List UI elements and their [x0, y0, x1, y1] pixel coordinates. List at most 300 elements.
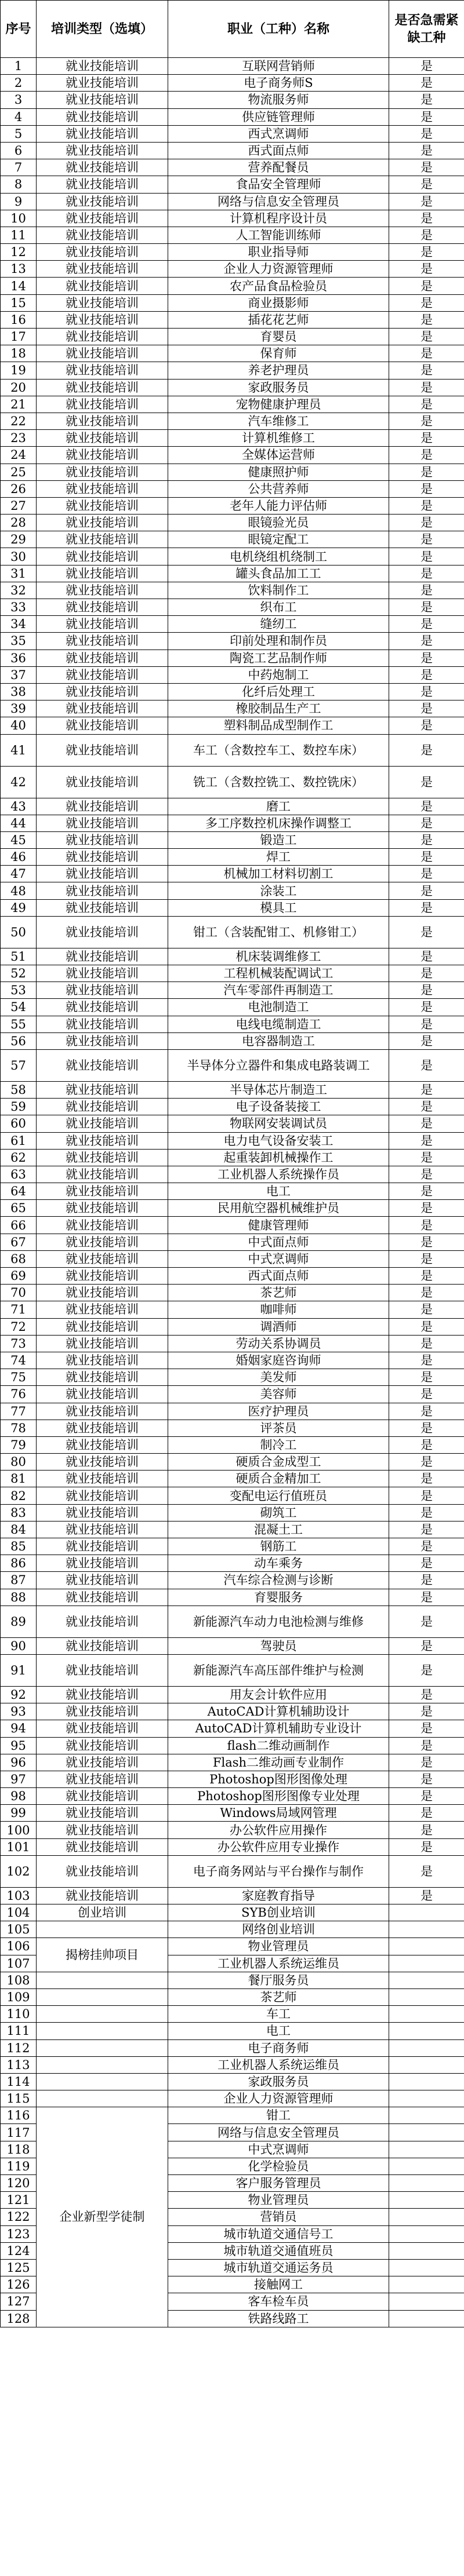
cell-occupation: 网络与信息安全管理员	[168, 2124, 389, 2141]
cell-urgent: 是	[389, 916, 464, 948]
cell-index: 39	[1, 700, 37, 717]
table-row	[1, 1234, 464, 1250]
cell-occupation: 工业机器人系统运维员	[168, 1955, 389, 1972]
cell-index: 99	[1, 1805, 37, 1822]
cell-urgent: 是	[389, 899, 464, 916]
cell-training-type: 就业技能培训	[37, 413, 168, 429]
cell-occupation: 城市轨道交通信号工	[168, 2225, 389, 2242]
cell-occupation: 电线电缆制造工	[168, 1016, 389, 1032]
cell-urgent	[389, 1972, 464, 1988]
cell-index: 100	[1, 1822, 37, 1838]
cell-index: 19	[1, 362, 37, 379]
cell-occupation: 化纤后处理工	[168, 683, 389, 700]
table-row	[1, 1049, 464, 1081]
cell-occupation: 咖啡师	[168, 1301, 389, 1318]
cell-urgent	[389, 2056, 464, 2073]
cell-occupation: 织布工	[168, 599, 389, 616]
cell-occupation: 新能源汽车动力电池检测与维修	[168, 1606, 389, 1637]
table-row	[1, 616, 464, 633]
cell-occupation: 混凝土工	[168, 1521, 389, 1538]
cell-occupation: 营销员	[168, 2209, 389, 2225]
table-row	[1, 244, 464, 261]
cell-urgent: 是	[389, 1538, 464, 1555]
cell-urgent: 是	[389, 58, 464, 75]
table-row	[1, 866, 464, 882]
cell-index: 70	[1, 1285, 37, 1301]
cell-index: 49	[1, 899, 37, 916]
table-row	[1, 1200, 464, 1217]
cell-urgent: 是	[389, 1637, 464, 1654]
cell-training-type: 就业技能培训	[37, 1838, 168, 1855]
cell-urgent	[389, 2175, 464, 2192]
cell-urgent: 是	[389, 329, 464, 345]
table-row	[1, 582, 464, 599]
table-row	[1, 329, 464, 345]
cell-occupation: 电池制造工	[168, 999, 389, 1016]
cell-index: 62	[1, 1149, 37, 1166]
header-urgent: 是否急需紧缺工种	[389, 1, 464, 58]
cell-index: 94	[1, 1720, 37, 1737]
cell-index: 53	[1, 982, 37, 999]
cell-training-type: 就业技能培训	[37, 1703, 168, 1720]
cell-index: 67	[1, 1234, 37, 1250]
cell-occupation: 职业指导师	[168, 244, 389, 261]
cell-training-type: 就业技能培训	[37, 176, 168, 193]
cell-occupation: 钳工	[168, 2107, 389, 2124]
cell-urgent	[389, 2107, 464, 2124]
cell-training-type: 就业技能培训	[37, 1335, 168, 1352]
cell-urgent: 是	[389, 176, 464, 193]
cell-urgent: 是	[389, 1234, 464, 1250]
table-row	[1, 1217, 464, 1234]
cell-index: 122	[1, 2209, 37, 2225]
cell-occupation: 家庭教育指导	[168, 1887, 389, 1904]
cell-index: 90	[1, 1637, 37, 1654]
cell-index: 27	[1, 497, 37, 514]
cell-occupation: 网络与信息安全管理员	[168, 193, 389, 210]
cell-occupation: 钳工（含装配钳工、机修钳工）	[168, 916, 389, 948]
cell-index: 120	[1, 2175, 37, 2192]
cell-occupation: 家政服务员	[168, 379, 389, 396]
cell-index: 63	[1, 1166, 37, 1183]
cell-index: 110	[1, 2006, 37, 2023]
cell-index: 33	[1, 599, 37, 616]
cell-urgent: 是	[389, 1132, 464, 1149]
cell-occupation: AutoCAD计算机辅助设计	[168, 1703, 389, 1720]
cell-occupation: Photoshop图形图像专业处理	[168, 1788, 389, 1805]
cell-training-type: 就业技能培训	[37, 1149, 168, 1166]
cell-training-type: 就业技能培训	[37, 1369, 168, 1386]
cell-occupation: 磨工	[168, 798, 389, 815]
cell-occupation: 驾驶员	[168, 1637, 389, 1654]
cell-index: 57	[1, 1049, 37, 1081]
cell-occupation: 缝纫工	[168, 616, 389, 633]
cell-index: 46	[1, 849, 37, 866]
cell-index: 17	[1, 329, 37, 345]
cell-occupation: 企业人力资源管理师	[168, 261, 389, 278]
cell-training-type: 揭榜挂帅项目	[37, 1938, 168, 1972]
cell-occupation: 汽车零部件再制造工	[168, 982, 389, 999]
cell-training-type: 就业技能培训	[37, 831, 168, 848]
cell-urgent	[389, 2310, 464, 2327]
table-row	[1, 1099, 464, 1115]
table-row	[1, 899, 464, 916]
cell-urgent	[389, 1938, 464, 1955]
cell-index: 13	[1, 261, 37, 278]
cell-training-type: 就业技能培训	[37, 58, 168, 75]
cell-index: 93	[1, 1703, 37, 1720]
cell-urgent: 是	[389, 244, 464, 261]
cell-occupation: 供应链管理师	[168, 108, 389, 125]
table-row	[1, 1352, 464, 1369]
cell-urgent: 是	[389, 1081, 464, 1098]
cell-urgent: 是	[389, 1572, 464, 1589]
cell-training-type: 就业技能培训	[37, 464, 168, 480]
cell-index: 102	[1, 1855, 37, 1887]
cell-training-type: 就业技能培训	[37, 362, 168, 379]
cell-occupation: 城市轨道交通值班员	[168, 2242, 389, 2259]
cell-urgent: 是	[389, 1754, 464, 1771]
cell-training-type: 就业技能培训	[37, 1637, 168, 1654]
cell-occupation: 眼镜定配工	[168, 531, 389, 548]
table-row	[1, 2006, 464, 2023]
table-row	[1, 1805, 464, 1822]
cell-training-type: 就业技能培训	[37, 261, 168, 278]
cell-index: 7	[1, 159, 37, 176]
table-row	[1, 1988, 464, 2005]
cell-urgent: 是	[389, 1805, 464, 1822]
cell-urgent: 是	[389, 766, 464, 798]
cell-urgent: 是	[389, 1822, 464, 1838]
table-row	[1, 396, 464, 413]
cell-occupation: 插花花艺师	[168, 311, 389, 328]
cell-index: 96	[1, 1754, 37, 1771]
cell-training-type: 就业技能培训	[37, 616, 168, 633]
cell-occupation: 客户服务管理员	[168, 2175, 389, 2192]
table-row	[1, 982, 464, 999]
cell-urgent: 是	[389, 531, 464, 548]
table-row	[1, 210, 464, 227]
cell-training-type: 就业技能培训	[37, 1654, 168, 1686]
cell-occupation: 家政服务员	[168, 2073, 389, 2090]
cell-urgent: 是	[389, 1183, 464, 1200]
cell-occupation: 塑料制品成型制作工	[168, 717, 389, 734]
cell-urgent: 是	[389, 1285, 464, 1301]
cell-occupation: 硬质合金精加工	[168, 1471, 389, 1487]
cell-urgent: 是	[389, 1049, 464, 1081]
cell-occupation: 工业机器人系统操作员	[168, 1166, 389, 1183]
cell-occupation: 陶瓷工艺品制作师	[168, 650, 389, 666]
table-row	[1, 999, 464, 1016]
cell-index: 81	[1, 1471, 37, 1487]
cell-occupation: 眼镜验光员	[168, 515, 389, 531]
cell-training-type: 就业技能培训	[37, 1471, 168, 1487]
cell-index: 112	[1, 2039, 37, 2056]
cell-index: 84	[1, 1521, 37, 1538]
table-row	[1, 2073, 464, 2090]
cell-training-type: 就业技能培训	[37, 1099, 168, 1115]
cell-training-type: 就业技能培训	[37, 1771, 168, 1787]
cell-training-type: 就业技能培训	[37, 666, 168, 683]
cell-urgent: 是	[389, 1720, 464, 1737]
cell-urgent: 是	[389, 1555, 464, 1572]
cell-occupation: 化学检验员	[168, 2158, 389, 2174]
cell-occupation: 半导体分立器件和集成电路装调工	[168, 1049, 389, 1081]
cell-training-type: 就业技能培训	[37, 1436, 168, 1453]
cell-index: 123	[1, 2225, 37, 2242]
cell-training-type: 就业技能培训	[37, 1301, 168, 1318]
cell-occupation: 老年人能力评估师	[168, 497, 389, 514]
cell-urgent: 是	[389, 1318, 464, 1335]
table-row	[1, 311, 464, 328]
cell-occupation: 餐厅服务员	[168, 1972, 389, 1988]
cell-index: 83	[1, 1504, 37, 1521]
cell-occupation: 多工序数控机床操作调整工	[168, 815, 389, 831]
cell-training-type: 就业技能培训	[37, 1720, 168, 1737]
table-row	[1, 948, 464, 965]
cell-training-type: 就业技能培训	[37, 965, 168, 982]
cell-training-type: 就业技能培训	[37, 1855, 168, 1887]
table-row	[1, 1538, 464, 1555]
cell-urgent: 是	[389, 413, 464, 429]
cell-urgent: 是	[389, 1737, 464, 1754]
cell-index: 22	[1, 413, 37, 429]
cell-index: 50	[1, 916, 37, 948]
cell-occupation: 半导体芯片制造工	[168, 1081, 389, 1098]
cell-urgent	[389, 2209, 464, 2225]
cell-index: 61	[1, 1132, 37, 1149]
cell-training-type: 就业技能培训	[37, 1234, 168, 1250]
cell-training-type: 就业技能培训	[37, 1420, 168, 1436]
cell-occupation: 变配电运行值班员	[168, 1487, 389, 1504]
cell-index: 124	[1, 2242, 37, 2259]
cell-training-type: 就业技能培训	[37, 1016, 168, 1032]
cell-index: 4	[1, 108, 37, 125]
cell-index: 51	[1, 948, 37, 965]
cell-training-type: 就业技能培训	[37, 447, 168, 464]
cell-occupation: 医疗护理员	[168, 1403, 389, 1420]
cell-occupation: 用友会计软件应用	[168, 1686, 389, 1703]
cell-training-type: 就业技能培训	[37, 582, 168, 599]
cell-urgent: 是	[389, 700, 464, 717]
cell-index: 16	[1, 311, 37, 328]
cell-index: 18	[1, 345, 37, 362]
table-row	[1, 1268, 464, 1285]
cell-occupation: 劳动关系协调员	[168, 1335, 389, 1352]
table-row	[1, 1081, 464, 1098]
table-row	[1, 176, 464, 193]
cell-training-type: 就业技能培训	[37, 1788, 168, 1805]
cell-urgent: 是	[389, 210, 464, 227]
cell-occupation: 健康管理师	[168, 1217, 389, 1234]
cell-index: 2	[1, 75, 37, 92]
cell-index: 28	[1, 515, 37, 531]
table-row	[1, 1838, 464, 1855]
cell-training-type: 就业技能培训	[37, 142, 168, 159]
cell-occupation: 车工	[168, 2006, 389, 2023]
cell-urgent: 是	[389, 464, 464, 480]
cell-urgent: 是	[389, 1016, 464, 1032]
cell-occupation: Flash二维动画专业制作	[168, 1754, 389, 1771]
cell-index: 107	[1, 1955, 37, 1972]
cell-training-type: 就业技能培训	[37, 1132, 168, 1149]
cell-urgent	[389, 2141, 464, 2158]
cell-occupation: 制冷工	[168, 1436, 389, 1453]
table-row	[1, 734, 464, 766]
cell-urgent: 是	[389, 92, 464, 108]
cell-occupation: 机械加工材料切割工	[168, 866, 389, 882]
cell-urgent: 是	[389, 497, 464, 514]
cell-index: 25	[1, 464, 37, 480]
cell-urgent: 是	[389, 565, 464, 582]
cell-occupation: 物业管理员	[168, 2192, 389, 2209]
cell-training-type: 就业技能培训	[37, 515, 168, 531]
cell-index: 80	[1, 1454, 37, 1471]
cell-urgent: 是	[389, 1250, 464, 1267]
cell-training-type: 就业技能培训	[37, 125, 168, 142]
cell-index: 128	[1, 2310, 37, 2327]
cell-training-type: 就业技能培训	[37, 193, 168, 210]
cell-urgent: 是	[389, 1115, 464, 1132]
cell-urgent: 是	[389, 278, 464, 294]
cell-occupation: 焊工	[168, 849, 389, 866]
cell-training-type: 就业技能培训	[37, 1686, 168, 1703]
cell-index: 32	[1, 582, 37, 599]
cell-index: 9	[1, 193, 37, 210]
table-row	[1, 430, 464, 447]
cell-occupation: 机床装调维修工	[168, 948, 389, 965]
cell-index: 30	[1, 548, 37, 565]
cell-occupation: 中药炮制工	[168, 666, 389, 683]
cell-occupation: 婚姻家庭咨询师	[168, 1352, 389, 1369]
cell-occupation: Photoshop图形图像处理	[168, 1771, 389, 1787]
cell-urgent: 是	[389, 650, 464, 666]
cell-training-type: 就业技能培训	[37, 916, 168, 948]
cell-index: 77	[1, 1403, 37, 1420]
cell-urgent: 是	[389, 1487, 464, 1504]
table-row	[1, 1521, 464, 1538]
cell-occupation: 育婴服务	[168, 1589, 389, 1606]
cell-index: 86	[1, 1555, 37, 1572]
cell-occupation: 电子商务师	[168, 2039, 389, 2056]
table-row	[1, 2090, 464, 2107]
cell-urgent: 是	[389, 1166, 464, 1183]
table-row	[1, 1788, 464, 1805]
cell-training-type: 就业技能培训	[37, 1183, 168, 1200]
table-row	[1, 1654, 464, 1686]
cell-urgent: 是	[389, 261, 464, 278]
cell-urgent: 是	[389, 815, 464, 831]
cell-training-type: 就业技能培训	[37, 982, 168, 999]
cell-index: 97	[1, 1771, 37, 1787]
cell-urgent: 是	[389, 1200, 464, 1217]
cell-index: 105	[1, 1921, 37, 1938]
cell-training-type: 就业技能培训	[37, 480, 168, 497]
cell-index: 43	[1, 798, 37, 815]
table-row	[1, 1032, 464, 1049]
cell-urgent: 是	[389, 1301, 464, 1318]
cell-training-type: 就业技能培训	[37, 1049, 168, 1081]
cell-urgent: 是	[389, 599, 464, 616]
cell-index: 85	[1, 1538, 37, 1555]
cell-urgent: 是	[389, 582, 464, 599]
cell-training-type: 就业技能培训	[37, 899, 168, 916]
cell-index: 64	[1, 1183, 37, 1200]
cell-occupation: 互联网营销师	[168, 58, 389, 75]
table-row	[1, 58, 464, 75]
cell-index: 45	[1, 831, 37, 848]
cell-training-type	[37, 2090, 168, 2107]
table-row	[1, 1436, 464, 1453]
cell-training-type: 就业技能培训	[37, 1572, 168, 1589]
cell-urgent: 是	[389, 866, 464, 882]
table-row	[1, 798, 464, 815]
cell-training-type: 创业培训	[37, 1904, 168, 1921]
cell-urgent: 是	[389, 430, 464, 447]
cell-urgent: 是	[389, 379, 464, 396]
cell-occupation: 人工智能训练师	[168, 227, 389, 243]
cell-index: 36	[1, 650, 37, 666]
table-row	[1, 345, 464, 362]
table-row	[1, 1555, 464, 1572]
cell-index: 75	[1, 1369, 37, 1386]
cell-occupation: 宠物健康护理员	[168, 396, 389, 413]
cell-training-type: 就业技能培训	[37, 548, 168, 565]
cell-occupation: 电力电气设备安装工	[168, 1132, 389, 1149]
table-row	[1, 2107, 464, 2124]
cell-index: 8	[1, 176, 37, 193]
table-row	[1, 2056, 464, 2073]
cell-training-type: 就业技能培训	[37, 227, 168, 243]
cell-occupation: 办公软件应用专业操作	[168, 1838, 389, 1855]
cell-index: 98	[1, 1788, 37, 1805]
cell-occupation: 电子商务网站与平台操作与制作	[168, 1855, 389, 1887]
table-row	[1, 1132, 464, 1149]
cell-occupation: 民用航空器机械维护员	[168, 1200, 389, 1217]
cell-index: 109	[1, 1988, 37, 2005]
table-row	[1, 125, 464, 142]
cell-training-type: 就业技能培训	[37, 1250, 168, 1267]
cell-training-type: 就业技能培训	[37, 1555, 168, 1572]
cell-index: 72	[1, 1318, 37, 1335]
cell-occupation: 计算机程序设计员	[168, 210, 389, 227]
cell-training-type	[37, 2006, 168, 2023]
cell-index: 126	[1, 2276, 37, 2293]
cell-index: 47	[1, 866, 37, 882]
cell-occupation: 美容师	[168, 1386, 389, 1403]
cell-occupation: 计算机维修工	[168, 430, 389, 447]
cell-occupation: 汽车维修工	[168, 413, 389, 429]
table-row	[1, 1016, 464, 1032]
cell-urgent: 是	[389, 1352, 464, 1369]
header-row	[1, 1, 464, 58]
cell-urgent	[389, 2225, 464, 2242]
cell-training-type: 就业技能培训	[37, 345, 168, 362]
cell-index: 87	[1, 1572, 37, 1589]
table-row	[1, 633, 464, 650]
table-row	[1, 1471, 464, 1487]
table-row	[1, 1369, 464, 1386]
cell-training-type: 就业技能培训	[37, 565, 168, 582]
cell-training-type: 就业技能培训	[37, 92, 168, 108]
cell-index: 21	[1, 396, 37, 413]
table-row	[1, 1166, 464, 1183]
table-row	[1, 1115, 464, 1132]
cell-training-type: 就业技能培训	[37, 1487, 168, 1504]
cell-occupation: 工业机器人系统运维员	[168, 2056, 389, 2073]
cell-occupation: 起重装卸机械操作工	[168, 1149, 389, 1166]
cell-urgent: 是	[389, 1589, 464, 1606]
